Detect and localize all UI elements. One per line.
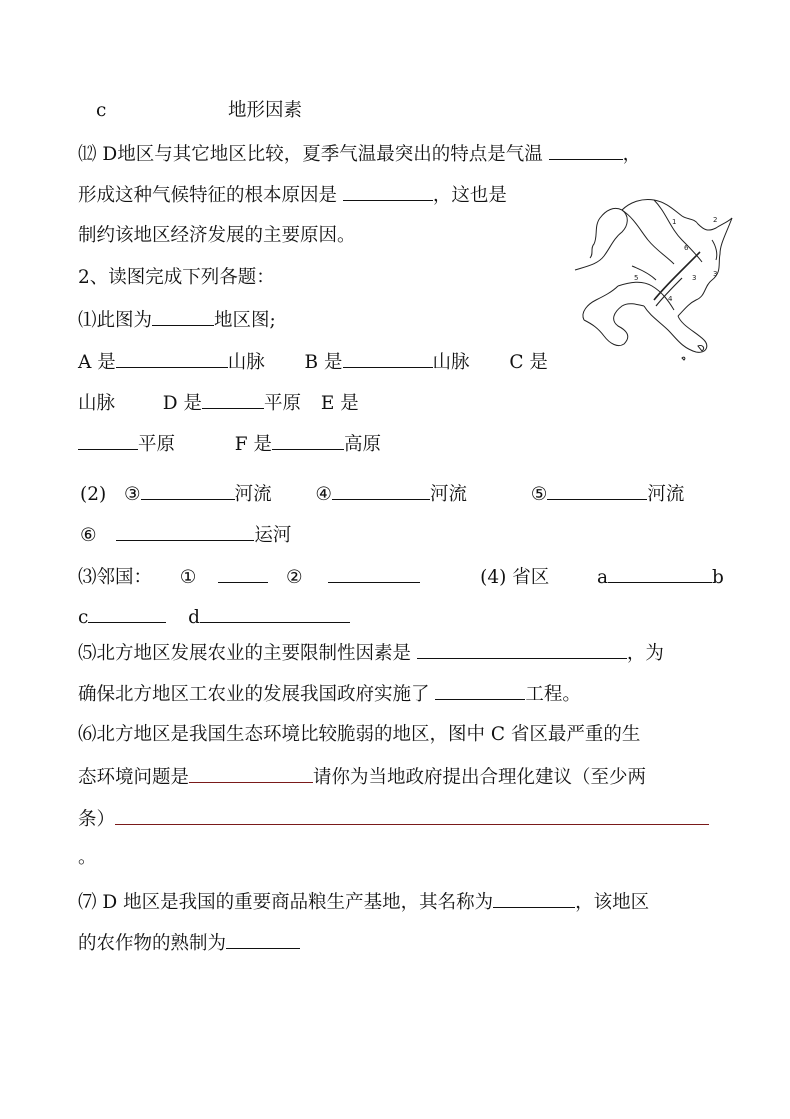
text: C 是 bbox=[509, 352, 548, 373]
north-region-map bbox=[570, 188, 735, 363]
blank-q12-reason[interactable] bbox=[343, 182, 433, 201]
blank-p3-2[interactable] bbox=[328, 564, 420, 583]
text: 条） bbox=[78, 809, 116, 830]
text: c bbox=[78, 607, 89, 628]
text: 制约该地区经济发展的主要原因。 bbox=[78, 225, 356, 246]
text: a bbox=[596, 567, 609, 588]
text: 山脉 bbox=[227, 352, 265, 373]
map-label: 3 bbox=[713, 270, 718, 278]
p6-line2 bbox=[78, 764, 646, 790]
p6-line3 bbox=[78, 806, 709, 832]
blank-p1-f[interactable] bbox=[272, 431, 344, 450]
text: (4) 省区 bbox=[480, 567, 550, 588]
blank-p2-4[interactable] bbox=[332, 481, 430, 500]
blank-p1-b[interactable] bbox=[343, 349, 433, 368]
text: A 是 bbox=[78, 352, 116, 373]
text: ⑸北方地区发展农业的主要限制性因素是 bbox=[78, 643, 412, 664]
text: ⑺ D 地区是我国的重要商品粮生产基地，其名称为 bbox=[78, 892, 494, 913]
p6-line4 bbox=[78, 846, 97, 870]
map-label: 2 bbox=[713, 216, 718, 224]
blank-p1-region[interactable] bbox=[152, 307, 214, 326]
text: D 是 bbox=[162, 393, 203, 414]
p1-line4 bbox=[78, 431, 381, 457]
q2-heading bbox=[78, 266, 275, 290]
map-coast-inner bbox=[583, 286, 618, 320]
text: 工程。 bbox=[525, 684, 581, 705]
p6-line1 bbox=[78, 723, 640, 747]
blank-p1-d[interactable] bbox=[202, 390, 264, 409]
map-label: 6 bbox=[684, 244, 689, 252]
text: (2) bbox=[80, 484, 107, 505]
map-coast-south bbox=[644, 306, 707, 352]
blank-q12-temp[interactable] bbox=[549, 141, 623, 160]
text: 地形因素 bbox=[228, 100, 303, 121]
q12-line3 bbox=[78, 224, 356, 248]
text: ⑶邻国： bbox=[78, 567, 153, 588]
p3-line2 bbox=[78, 604, 350, 630]
blank-p6-problem[interactable] bbox=[189, 764, 313, 783]
text: 地区图; bbox=[214, 310, 276, 331]
text: 河流 bbox=[234, 484, 272, 505]
p2-line2 bbox=[80, 522, 291, 548]
text: B 是 bbox=[304, 352, 343, 373]
text: b bbox=[712, 567, 724, 588]
text: 平原 bbox=[264, 393, 302, 414]
p1-line1 bbox=[78, 307, 276, 333]
p2-line1 bbox=[80, 481, 684, 507]
map-label: 5 bbox=[634, 274, 639, 282]
text: 形成这种气候特征的根本原因是 bbox=[78, 185, 338, 206]
map-label: 3 bbox=[692, 274, 697, 282]
text: 山脉 bbox=[78, 393, 116, 414]
line-terrain bbox=[228, 99, 302, 123]
text: 态环境问题是 bbox=[78, 767, 190, 788]
text: ，这也是 bbox=[432, 185, 507, 206]
q12-line1 bbox=[78, 141, 641, 167]
p7-line1 bbox=[78, 889, 649, 915]
blank-p5-factor[interactable] bbox=[417, 640, 627, 659]
text: d bbox=[188, 607, 200, 628]
blank-p1-a[interactable] bbox=[116, 349, 228, 368]
map-river-east bbox=[712, 240, 717, 260]
blank-p2-3[interactable] bbox=[141, 481, 235, 500]
line-c bbox=[96, 99, 106, 123]
blank-p4-c[interactable] bbox=[88, 604, 166, 623]
map-coast-bay bbox=[584, 304, 644, 346]
text: 。 bbox=[78, 847, 97, 868]
text: 平原 bbox=[138, 434, 176, 455]
text: 运河 bbox=[254, 525, 292, 546]
p1-line2 bbox=[78, 349, 548, 375]
text: ③ bbox=[124, 484, 141, 505]
text: E 是 bbox=[320, 393, 359, 414]
blank-p7-crop[interactable] bbox=[226, 930, 300, 949]
text: 山脉 bbox=[432, 352, 470, 373]
text: c bbox=[96, 100, 107, 121]
blank-p3-1[interactable] bbox=[218, 564, 268, 583]
blank-p5-project[interactable] bbox=[435, 681, 525, 700]
text: ⑿ D地区与其它地区比较，夏季气温最突出的特点是气温 bbox=[78, 144, 543, 165]
map-border-north bbox=[622, 199, 732, 230]
map-island bbox=[698, 345, 704, 351]
text: ，为 bbox=[626, 643, 664, 664]
text: 请你为当地政府提出合理化建议（至少两 bbox=[313, 767, 647, 788]
text: 的农作物的熟制为 bbox=[78, 933, 227, 954]
blank-p2-6[interactable] bbox=[116, 522, 254, 541]
map-internal-line-1 bbox=[622, 210, 677, 264]
blank-p7-name[interactable] bbox=[493, 889, 575, 908]
map-label: 4 bbox=[668, 295, 673, 303]
p3-line1 bbox=[78, 564, 724, 590]
text: ， bbox=[622, 144, 642, 165]
q12-line2 bbox=[78, 182, 507, 208]
p7-line2 bbox=[78, 930, 300, 956]
blank-p4-a[interactable] bbox=[608, 564, 712, 583]
text: ④ bbox=[315, 484, 332, 505]
map-island-small bbox=[682, 357, 685, 360]
text: ② bbox=[285, 567, 303, 588]
blank-p1-e[interactable] bbox=[78, 431, 138, 450]
text: 河流 bbox=[429, 484, 467, 505]
text: 高原 bbox=[344, 434, 382, 455]
text: ，该地区 bbox=[575, 892, 650, 913]
text: ① bbox=[179, 567, 197, 588]
text: ⑥ bbox=[80, 525, 97, 546]
map-label: 1 bbox=[672, 218, 677, 226]
map-border-west bbox=[575, 208, 627, 270]
blank-p4-d[interactable] bbox=[200, 604, 350, 623]
blank-p2-5[interactable] bbox=[547, 481, 647, 500]
text: 2、读图完成下列各题： bbox=[78, 267, 275, 288]
text: 确保北方地区工农业的发展我国政府实施了 bbox=[78, 684, 430, 705]
p1-line3 bbox=[78, 390, 359, 416]
p5-line2 bbox=[78, 681, 581, 707]
text: ⑤ bbox=[530, 484, 548, 505]
blank-p6-suggestions[interactable] bbox=[115, 806, 709, 825]
p5-line1 bbox=[78, 640, 664, 666]
text: ⑹北方地区是我国生态环境比较脆弱的地区，图中 C 省区最严重的生 bbox=[78, 724, 641, 745]
text: F 是 bbox=[234, 434, 273, 455]
text: ⑴此图为 bbox=[78, 310, 153, 331]
text: 河流 bbox=[647, 484, 685, 505]
